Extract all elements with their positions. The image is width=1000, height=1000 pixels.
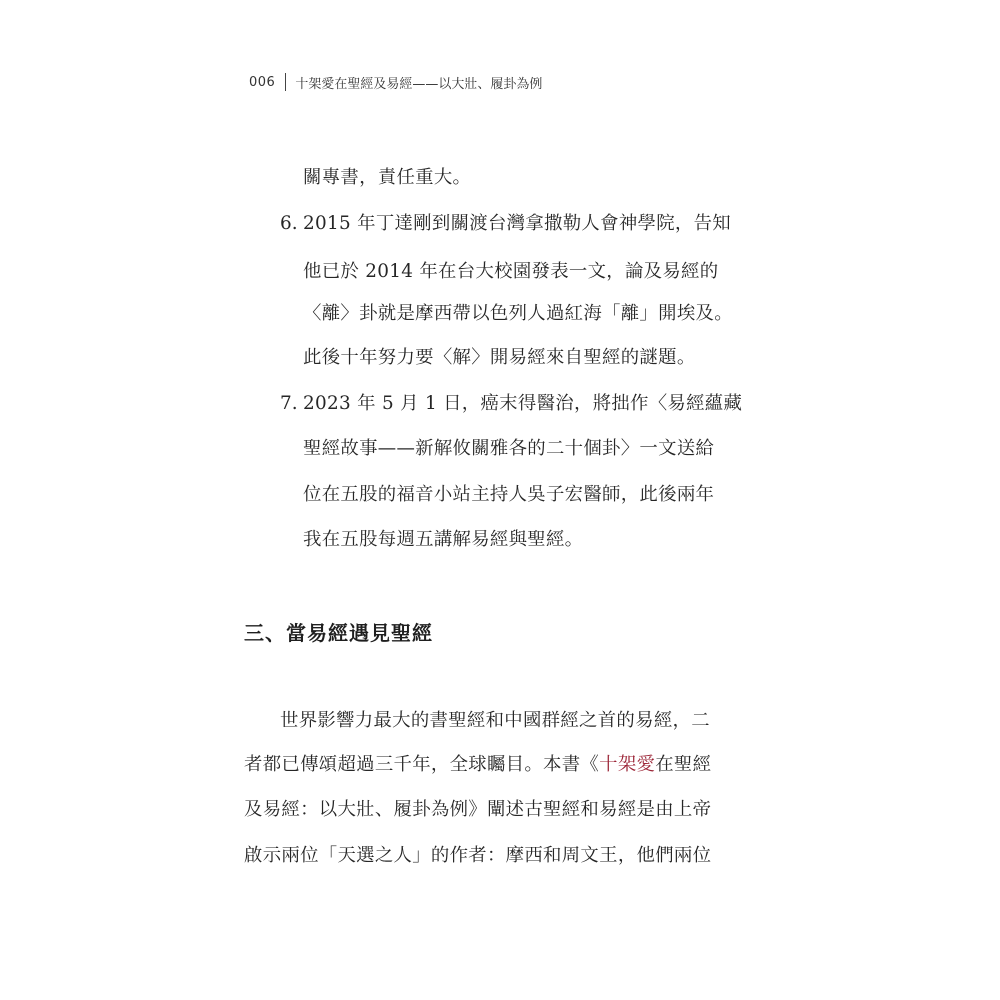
list-item-6-line-2: 他已於 2014 年在台大校園發表一文，論及易經的 [303,261,719,282]
paragraph-line-3: 及易經：以大壯、履卦為例》闡述古聖經和易經是由上帝 [244,799,712,820]
paragraph-line-4: 啟示兩位「天選之人」的作者：摩西和周文王，他們兩位 [244,845,712,866]
section-heading: 三、當易經遇見聖經 [244,621,433,645]
list-item-7-line-2: 聖經故事——新解攸關雅各的二十個卦〉一文送給 [303,438,715,459]
list-item-7-line-4: 我在五股每週五講解易經與聖經。 [303,529,584,550]
list-item-number-6: 6. [280,213,298,234]
page-number: 006 [249,74,276,90]
running-title: 十架愛在聖經及易經——以大壯、履卦為例 [295,76,543,92]
list-item-6-line-4: 此後十年努力要〈解〉開易經來自聖經的謎題。 [303,347,696,368]
list-item-7-line-3: 位在五股的福音小站主持人吳子宏醫師，此後兩年 [303,484,715,505]
list-item-6-line-1: 2015 年丁達剛到關渡台灣拿撒勒人會神學院，告知 [303,213,731,234]
list-item-6-line-3: 〈離〉卦就是摩西帶以色列人過紅海「離」開埃及。 [303,303,733,324]
list-continuation-line: 關專書，責任重大。 [303,167,472,188]
header-divider [285,73,286,91]
paragraph-line-2-start: 者都已傳頌超過三千年，全球矚目。本書《 [244,754,600,775]
running-header [249,71,542,93]
paragraph-line-1: 世界影響力最大的書聖經和中國群經之首的易經，二 [280,710,710,731]
paragraph-line-2 [244,752,711,778]
highlighted-title-fragment: 十架愛 [599,754,656,775]
list-item-7-line-1: 2023 年 5 月 1 日，癌末得醫治，將拙作〈易經蘊藏 [303,393,743,414]
list-item-number-7: 7. [280,393,298,414]
paragraph-line-2-end: 在聖經 [655,754,712,775]
